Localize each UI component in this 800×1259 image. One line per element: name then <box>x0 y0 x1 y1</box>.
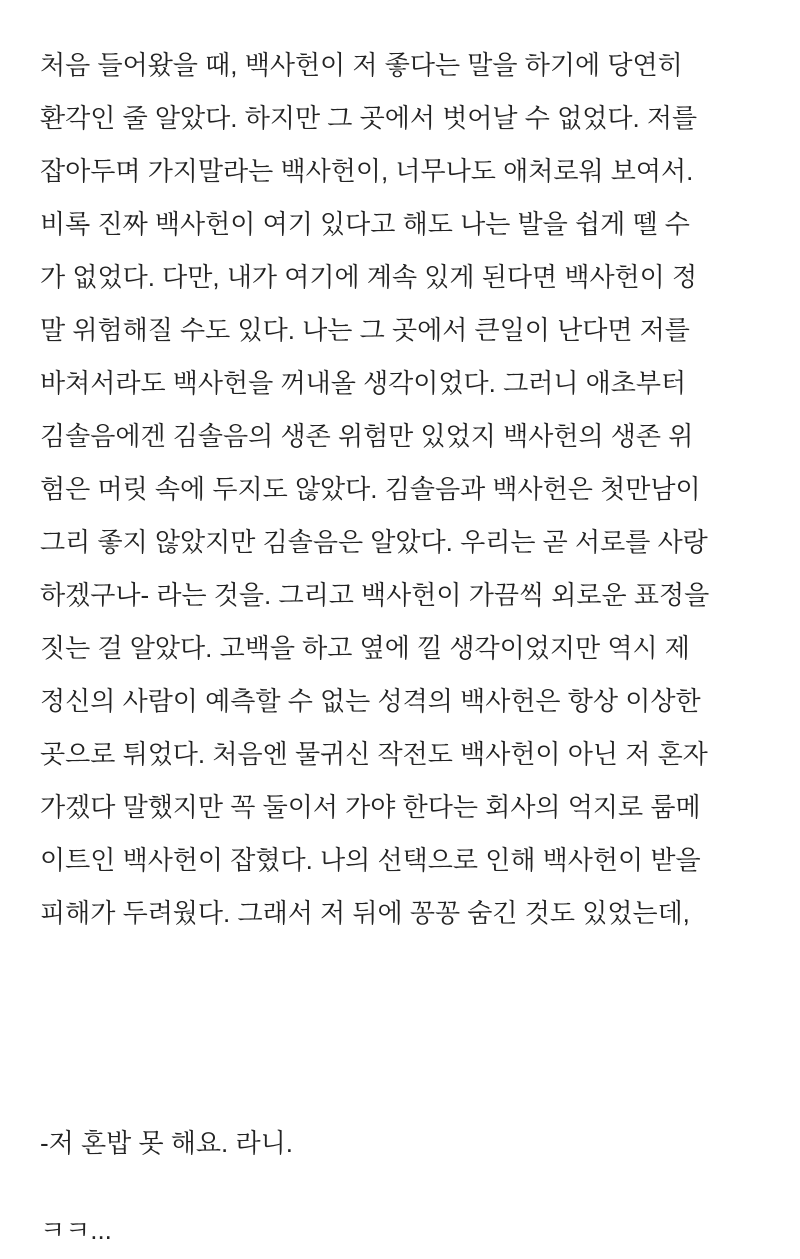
paragraph-line: 이트인 백사헌이 잡혔다. 나의 선택으로 인해 백사헌이 받을 <box>40 845 701 875</box>
paragraph-line: 말 위험해질 수도 있다. 나는 그 곳에서 큰일이 난다면 저를 <box>40 315 690 345</box>
reaction-line: ㅋㅋ... <box>40 1215 112 1245</box>
paragraph-line: 잡아두며 가지말라는 백사헌이, 너무나도 애처로워 보여서. <box>40 156 694 186</box>
paragraph-line: 험은 머릿 속에 두지도 않았다. 김솔음과 백사헌은 첫만남이 <box>40 474 701 504</box>
paragraph-line: 바쳐서라도 백사헌을 꺼내올 생각이었다. 그러니 애초부터 <box>40 368 687 398</box>
paragraph-line: 그리 좋지 않았지만 김솔음은 알았다. 우리는 곧 서로를 사랑 <box>40 527 708 557</box>
paragraph-line: 김솔음에겐 김솔음의 생존 위험만 있었지 백사헌의 생존 위 <box>40 421 694 451</box>
paragraph-line: 처음 들어왔을 때, 백사헌이 저 좋다는 말을 하기에 당연히 <box>40 50 683 80</box>
paragraph-line: 곳으로 튀었다. 처음엔 물귀신 작전도 백사헌이 아닌 저 혼자 <box>40 739 708 769</box>
paragraph-line: 하겠구나- 라는 것을. 그리고 백사헌이 가끔씩 외로운 표정을 <box>40 580 710 610</box>
dialogue-line: -저 혼밥 못 해요. 라니. <box>40 1128 293 1158</box>
paragraph-line: 가 없었다. 다만, 내가 여기에 계속 있게 된다면 백사헌이 정 <box>40 262 698 292</box>
paragraph-line: 가겠다 말했지만 꼭 둘이서 가야 한다는 회사의 억지로 룸메 <box>40 792 701 822</box>
paragraph-line: 환각인 줄 알았다. 하지만 그 곳에서 벗어날 수 없었다. 저를 <box>40 103 698 133</box>
paragraph-line: 짓는 걸 알았다. 고백을 하고 옆에 낄 생각이었지만 역시 제 <box>40 633 690 663</box>
paragraph-line: 피해가 두려웠다. 그래서 저 뒤에 꽁꽁 숨긴 것도 있었는데, <box>40 898 690 928</box>
paragraph-line: 비록 진짜 백사헌이 여기 있다고 해도 나는 발을 쉽게 뗄 수 <box>40 209 690 239</box>
story-paragraph <box>40 39 764 940</box>
paragraph-line: 정신의 사람이 예측할 수 없는 성격의 백사헌은 항상 이상한 <box>40 686 701 716</box>
